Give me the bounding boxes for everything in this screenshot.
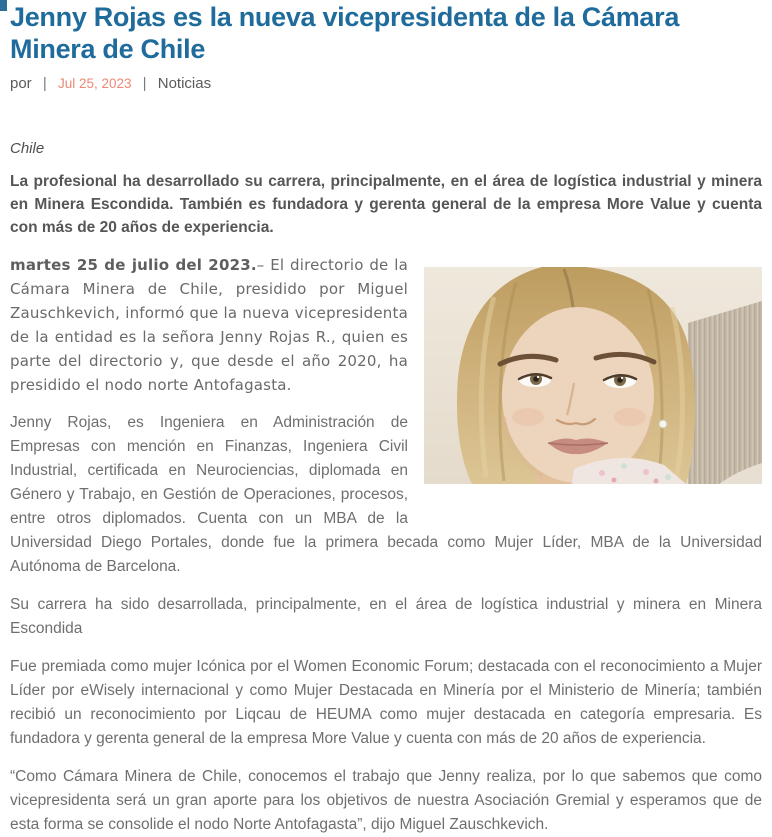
body-paragraph-4: Fue premiada como mujer Icónica por el Women Economic Forum; destacada con el reconocimiento a Mujer Líder por eWisely internacional y como Mujer Destacada en Minería por el Ministerio de Minería; también recibió un reconocimiento por Liqcau de HEUMA como mujer destacada en categoría empresaria. Es fundadora y gerenta general de la empresa More Value y cuenta con más de 20 años de experiencia. bbox=[10, 657, 762, 747]
paragraph-lead-date: martes 25 de julio del 2023. bbox=[10, 255, 257, 274]
paragraph-text: – El directorio de la Cámara Minera de Chile, presidido por Miguel Zauschkevich, informó que la nueva vicepresidenta de la entidad es la señora Jenny Rojas R., quien es parte del directorio y, que desde el año 2020, ha presidido el nodo norte Antofagasta. bbox=[10, 255, 408, 394]
body-paragraph-1 bbox=[10, 253, 762, 397]
body-paragraph-2: Jenny Rojas, es Ingeniera en Administración de Empresas con mención en Finanzas, Ingeniera Civil Industrial, certificada en Neurociencias, diplomada en Género y Trabajo, en Gestión de Operaciones, procesos, entre otros diplomados. Cuenta con un MBA de la Universidad Diego Portales, donde fue la primera becada como Mujer Líder, MBA de la Universidad Autónoma de Barcelona. bbox=[10, 413, 762, 575]
byline bbox=[10, 74, 762, 94]
page-title: Jenny Rojas es la nueva vicepresidenta de la Cámara Minera de Chile bbox=[10, 2, 680, 64]
byline-author-label: por bbox=[10, 74, 32, 92]
byline-separator: | bbox=[42, 74, 47, 92]
portrait-photo-illustration bbox=[424, 267, 762, 484]
byline-separator: | bbox=[142, 74, 147, 92]
body-paragraph-3: Su carrera ha sido desarrollada, principalmente, en el área de logística industrial y minera en Minera Escondida bbox=[10, 595, 762, 637]
portrait-photo bbox=[424, 267, 762, 484]
top-left-blue-fragment bbox=[0, 0, 7, 11]
body-paragraph-5: “Como Cámara Minera de Chile, conocemos el trabajo que Jenny realiza, por lo que sabemos que como vicepresidenta será un gran aporte para los objetivos de nuestra Asociación Gremial y esperamos que de esta forma se consolide el nodo Norte Antofagasta”, dijo Miguel Zauschkevich. bbox=[10, 767, 762, 833]
intro-paragraph: La profesional ha desarrollado su carrera, principalmente, en el área de logística industrial y minera en Minera Escondida. También es fundadora y gerenta general de la empresa More Value y cuenta con más de 20 años de experiencia. bbox=[10, 172, 762, 236]
location-line: Chile bbox=[10, 139, 45, 157]
byline-category-link[interactable]: Noticias bbox=[157, 74, 212, 92]
byline-date: Jul 25, 2023 bbox=[57, 75, 132, 91]
